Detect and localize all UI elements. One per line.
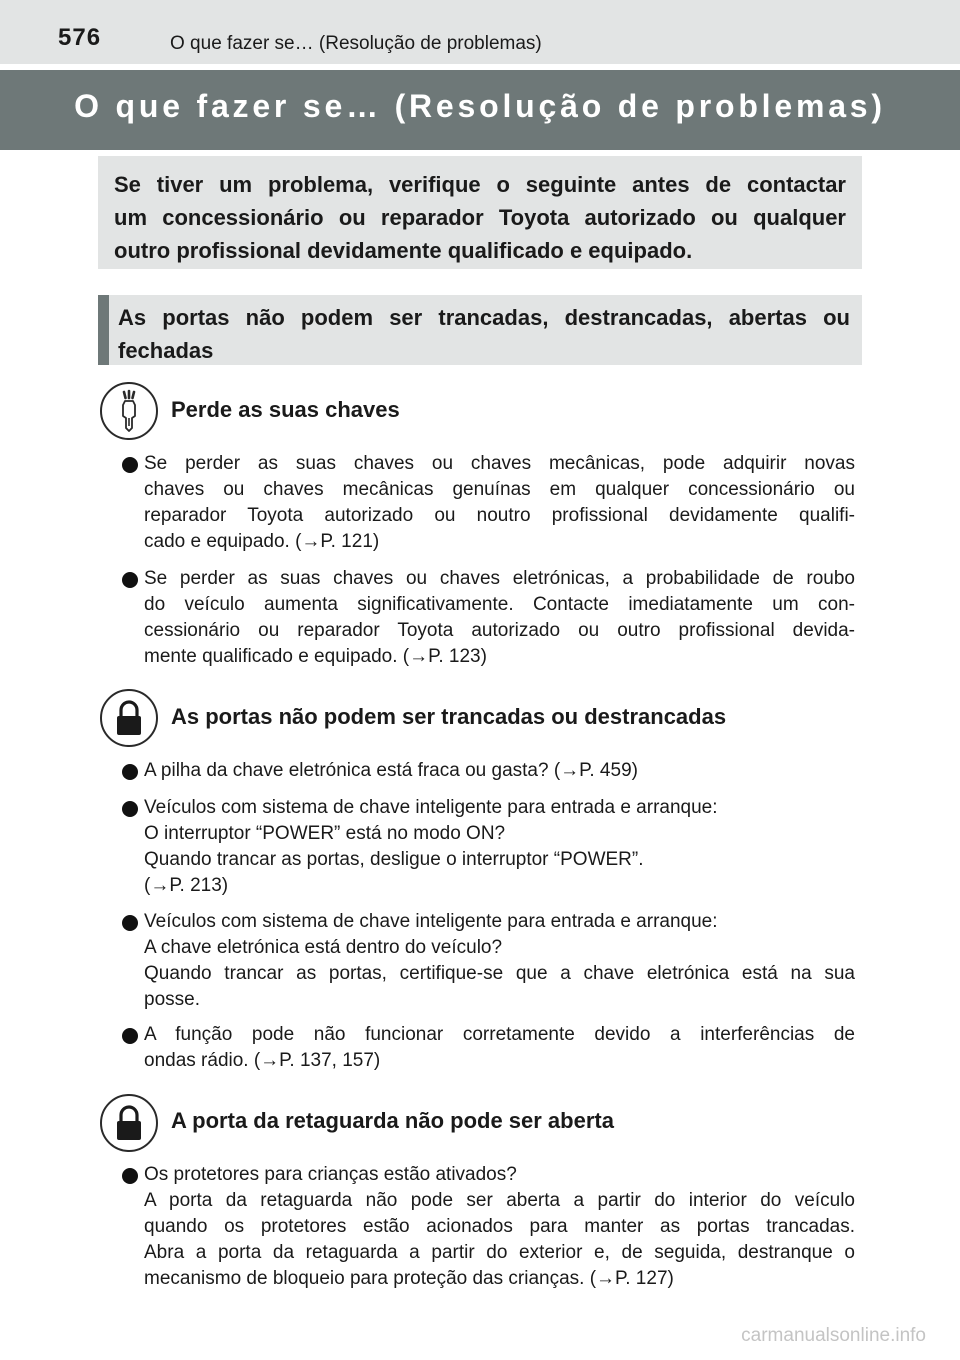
list-item (144, 451, 855, 555)
bullet-dot (122, 764, 138, 780)
text-line: do veículo aumenta significativamente. Contacte imediatamente um con- (144, 594, 855, 615)
text-line: quando os protetores estão acionados para manter as portas trancadas. (144, 1216, 855, 1237)
text-line: mecanismo de bloqueio para proteção das crianças. (→P. 127) (144, 1268, 674, 1289)
bullet-dot (122, 457, 138, 473)
text-line: chaves ou chaves mecânicas genuínas em qualquer concessionário ou (144, 479, 855, 500)
text-line: Veículos com sistema de chave inteligente para entrada e arranque: (144, 911, 718, 932)
subsection-title-rear-door: A porta da retaguarda não pode ser aberta (171, 1108, 614, 1133)
list-item (144, 909, 855, 1013)
text-line: ondas rádio. (→P. 137, 157) (144, 1050, 381, 1071)
list-item (144, 566, 855, 670)
text-line: (→P. 213) (144, 875, 229, 896)
section-heading (118, 301, 850, 367)
text-line: A porta da retaguarda não pode ser aberta a partir do interior do veículo (144, 1190, 855, 1211)
watermark: carmanualsonline.info (741, 1325, 926, 1346)
padlock-icon-graphic (102, 691, 156, 745)
text-line: cado e equipado. (→P. 121) (144, 531, 380, 552)
text-line: mente qualificado e equipado. (→P. 123) (144, 646, 487, 667)
text-line: Se perder as suas chaves ou chaves eletrónicas, a probabilidade de roubo (144, 568, 855, 589)
page-title: O que fazer se… (Resolução de problemas) (74, 88, 886, 124)
intro-line: um concessionário ou reparador Toyota autorizado ou qualquer (114, 205, 846, 230)
section-heading-box (98, 295, 862, 365)
text-line: Abra a porta da retaguarda a partir do exterior e, de seguida, destranque o (144, 1242, 855, 1263)
running-head: O que fazer se… (Resolução de problemas) (170, 33, 542, 54)
padlock-icon (100, 689, 158, 747)
text-line: Quando trancar as portas, certifique-se que a chave eletrónica está na sua (144, 963, 855, 984)
intro-box (98, 156, 862, 269)
text-line: Quando trancar as portas, desligue o interruptor “POWER”. (144, 849, 644, 870)
text-line: cessionário ou reparador Toyota autorizado ou outro profissional devida- (144, 620, 855, 641)
text-line: A chave eletrónica está dentro do veículo? (144, 937, 503, 958)
text-line: Veículos com sistema de chave inteligente para entrada e arranque: (144, 797, 718, 818)
padlock-icon (100, 1094, 158, 1152)
text-line: A função pode não funcionar corretamente devido a interferências de (144, 1024, 855, 1045)
padlock-icon-graphic (102, 1096, 156, 1150)
text-line: Se perder as suas chaves ou chaves mecânicas, pode adquirir novas (144, 453, 855, 474)
bullet-dot (122, 915, 138, 931)
page-number: 576 (58, 24, 102, 51)
section-heading-line: As portas não podem ser trancadas, destrancadas, abertas ou (118, 305, 850, 330)
list-item (144, 758, 855, 784)
text-line: reparador Toyota autorizado ou noutro profissional devidamente qualifi- (144, 505, 855, 526)
bullet-dot (122, 1168, 138, 1184)
key-icon (100, 382, 158, 440)
intro-text (114, 168, 846, 267)
list-item (144, 1162, 855, 1292)
subsection-title-lost-keys: Perde as suas chaves (171, 397, 400, 422)
text-line: A pilha da chave eletrónica está fraca ou gasta? (→P. 459) (144, 760, 638, 781)
bullet-dot (122, 801, 138, 817)
intro-line: Se tiver um problema, verifique o seguinte antes de contactar (114, 172, 846, 197)
subsection-title-doors-lock: As portas não podem ser trancadas ou destrancadas (171, 704, 727, 729)
list-item (144, 795, 855, 899)
bullet-dot (122, 1028, 138, 1044)
text-line: posse. (144, 989, 200, 1010)
section-heading-line: fechadas (118, 338, 214, 363)
intro-line: outro profissional devidamente qualificado e equipado. (114, 238, 693, 263)
list-item (144, 1022, 855, 1074)
bullet-dot (122, 572, 138, 588)
text-line: Os protetores para crianças estão ativados? (144, 1164, 517, 1185)
text-line: O interruptor “POWER” está no modo ON? (144, 823, 506, 844)
key-icon-graphic (102, 384, 156, 438)
